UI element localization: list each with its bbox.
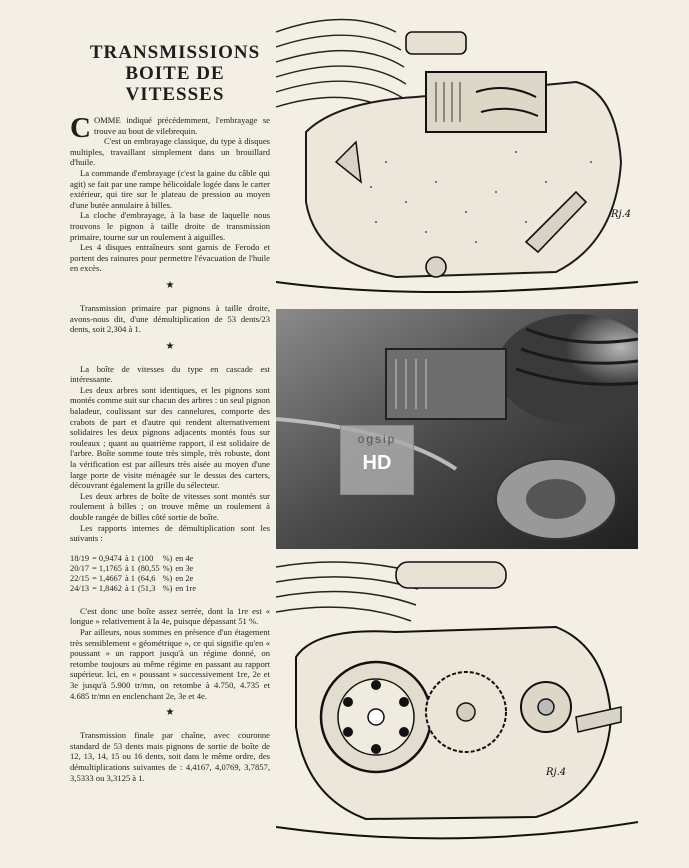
watermark-hd-text: HD — [362, 452, 392, 474]
ratio-gear: en 4e — [175, 553, 194, 563]
ratio-a: à 1 — [124, 573, 135, 583]
ratio-pct: (64,6 — [137, 573, 156, 583]
ratio-frac: 18/19 — [70, 553, 90, 563]
ratio-value: = 0,9474 — [92, 553, 122, 563]
dropcap: C — [70, 112, 91, 144]
artist-signature-1: Rj.4 — [611, 209, 632, 220]
section-star-3: ★ — [165, 707, 175, 719]
article-title — [80, 42, 270, 105]
ratio-unit: %) — [162, 573, 173, 583]
paragraph-12: Par ailleurs, nous sommes en présence d'un étagement très sensiblement « géométrique », ce qui signifie qu'en « poussant » un rapport jusqu'à un régime donné, on retombe toujours au même régime en passant au rapport supérieur. Ici, en « poussant » successivement 1re, 2e et 3e jusqu'à 5.900 tr/mn, on retombe à 4.750, 4.735 et 4.685 tr/mn en enclenchant 2e, 3e et 4e. — [70, 626, 270, 701]
ratio-row — [70, 584, 199, 594]
paragraph-9: Les deux arbres de boîte de vitesses sont montés sur roulement à billes ; on trouve même un roulement à double rangée de billes côté sortie de boîte. — [70, 490, 270, 522]
watermark-logo — [340, 425, 414, 495]
ratio-row — [70, 564, 199, 574]
ratio-a: à 1 — [124, 553, 135, 563]
ratio-frac: 24/13 — [70, 583, 90, 593]
clutch-drawing-svg — [276, 557, 638, 849]
section-star-2: ★ — [165, 340, 175, 352]
ratio-row — [70, 574, 199, 584]
section-star-1: ★ — [165, 279, 175, 291]
paragraph-6: Transmission primaire par pignons à taille droite, avons-nous dit, d'une démultiplication de 53 dents/23 dents, soit 2,304 à 1. — [70, 302, 270, 335]
ratio-frac: 22/15 — [70, 573, 90, 583]
paragraph-3: La commande d'embrayage (c'est la gaine du câble qui agit) se fait par une rampe hélicoïdale logée dans le carter extérieur, qui tire sur le plateau de pression au moyen d'une butée annulaire à billes. — [70, 167, 270, 210]
paragraph-10: Les rapports internes de démultiplication sont les suivants : — [70, 522, 270, 544]
ratio-value: = 1,8462 — [92, 583, 122, 593]
ratio-a: à 1 — [124, 563, 135, 573]
artist-signature-3: Rj.4 — [546, 767, 567, 778]
paragraph-1-text: OMME indiqué précédemment, l'embrayage se trouve au bout de vilebrequin. — [93, 115, 270, 136]
engine-drawing-top-svg — [276, 12, 638, 300]
ratio-table — [70, 554, 199, 594]
ratio-pct: (80,55 — [137, 563, 160, 573]
ratio-gear: en 1re — [175, 583, 197, 593]
engine-drawing-top — [276, 12, 638, 300]
article-column — [70, 42, 270, 783]
ratio-gear: en 3e — [175, 563, 194, 573]
ratio-a: à 1 — [124, 583, 135, 593]
watermark-top-text: ogsip — [357, 432, 397, 446]
paragraph-2: C'est un embrayage classique, du type à disques multiples, travaillant simplement dans un brouillard d'huile. — [70, 136, 270, 168]
ratio-unit: %) — [162, 583, 173, 593]
engine-photo-svg — [276, 309, 638, 549]
engine-photo — [276, 309, 638, 549]
ratio-value: = 1,1765 — [92, 563, 122, 573]
paragraph-8: Les deux arbres sont identiques, et les pignons sont montés comme suit sur chacun des arbres : un seul pignon baladeur, coulissant sur des cannelures, comporte des crabots de part et d'autre qui rendent alternativement solidaires les deux pignons adjacents montés fous sur rouleaux ; quant au quatrième rapport, il est solidaire de l'arbre. Boîte somme toute très simple, très robuste, dont la vérification est par ailleurs très aisée au moyen d'une large porte de visite ménagée sur le dessus des carters, découvrant également la grille du sélecteur. — [70, 384, 271, 491]
paragraph-4: La cloche d'embrayage, à la base de laquelle nous trouvons le pignon à taille droite de transmission primaire, tourne sur un roulement à aiguilles. — [70, 210, 270, 242]
ratio-pct: (51,3 — [137, 583, 156, 593]
ratio-value: = 1,4667 — [92, 573, 122, 583]
paragraph-11: C'est donc une boîte assez serrée, dont la 1re est « longue » relativement à la 4e, puisque dépassant 51 %. — [70, 605, 270, 627]
title-line-1: TRANSMISSIONS — [89, 42, 261, 63]
ratio-row — [70, 554, 199, 564]
title-line-2: BOITE DE VITESSES — [125, 63, 225, 105]
paragraph-13: Transmission finale par chaîne, avec couronne standard de 53 dents mais pignons de sortie de boîte de 12, 13, 14, 15 ou 16 dents, soit dans le même ordre, des démultiplications suivantes de : 4,4167, 4,0769, 3,7857, 3,5333 ou 3,3125 à 1. — [70, 730, 270, 783]
paragraph-7: La boîte de vitesses du type en cascade est intéressante. — [70, 363, 270, 385]
ratio-gear: en 2e — [175, 573, 194, 583]
clutch-drawing — [276, 557, 638, 849]
paragraph-5: Les 4 disques entraîneurs sont garnis de Ferodo et portent des rainures pour permettre l'évacuation de l'huile en excès. — [70, 242, 270, 274]
ratio-frac: 20/17 — [70, 563, 90, 573]
paragraph-1 — [70, 112, 270, 144]
ratio-unit: %) — [162, 563, 173, 573]
ratio-unit: %) — [162, 553, 173, 563]
ratio-pct: (100 — [137, 553, 154, 563]
